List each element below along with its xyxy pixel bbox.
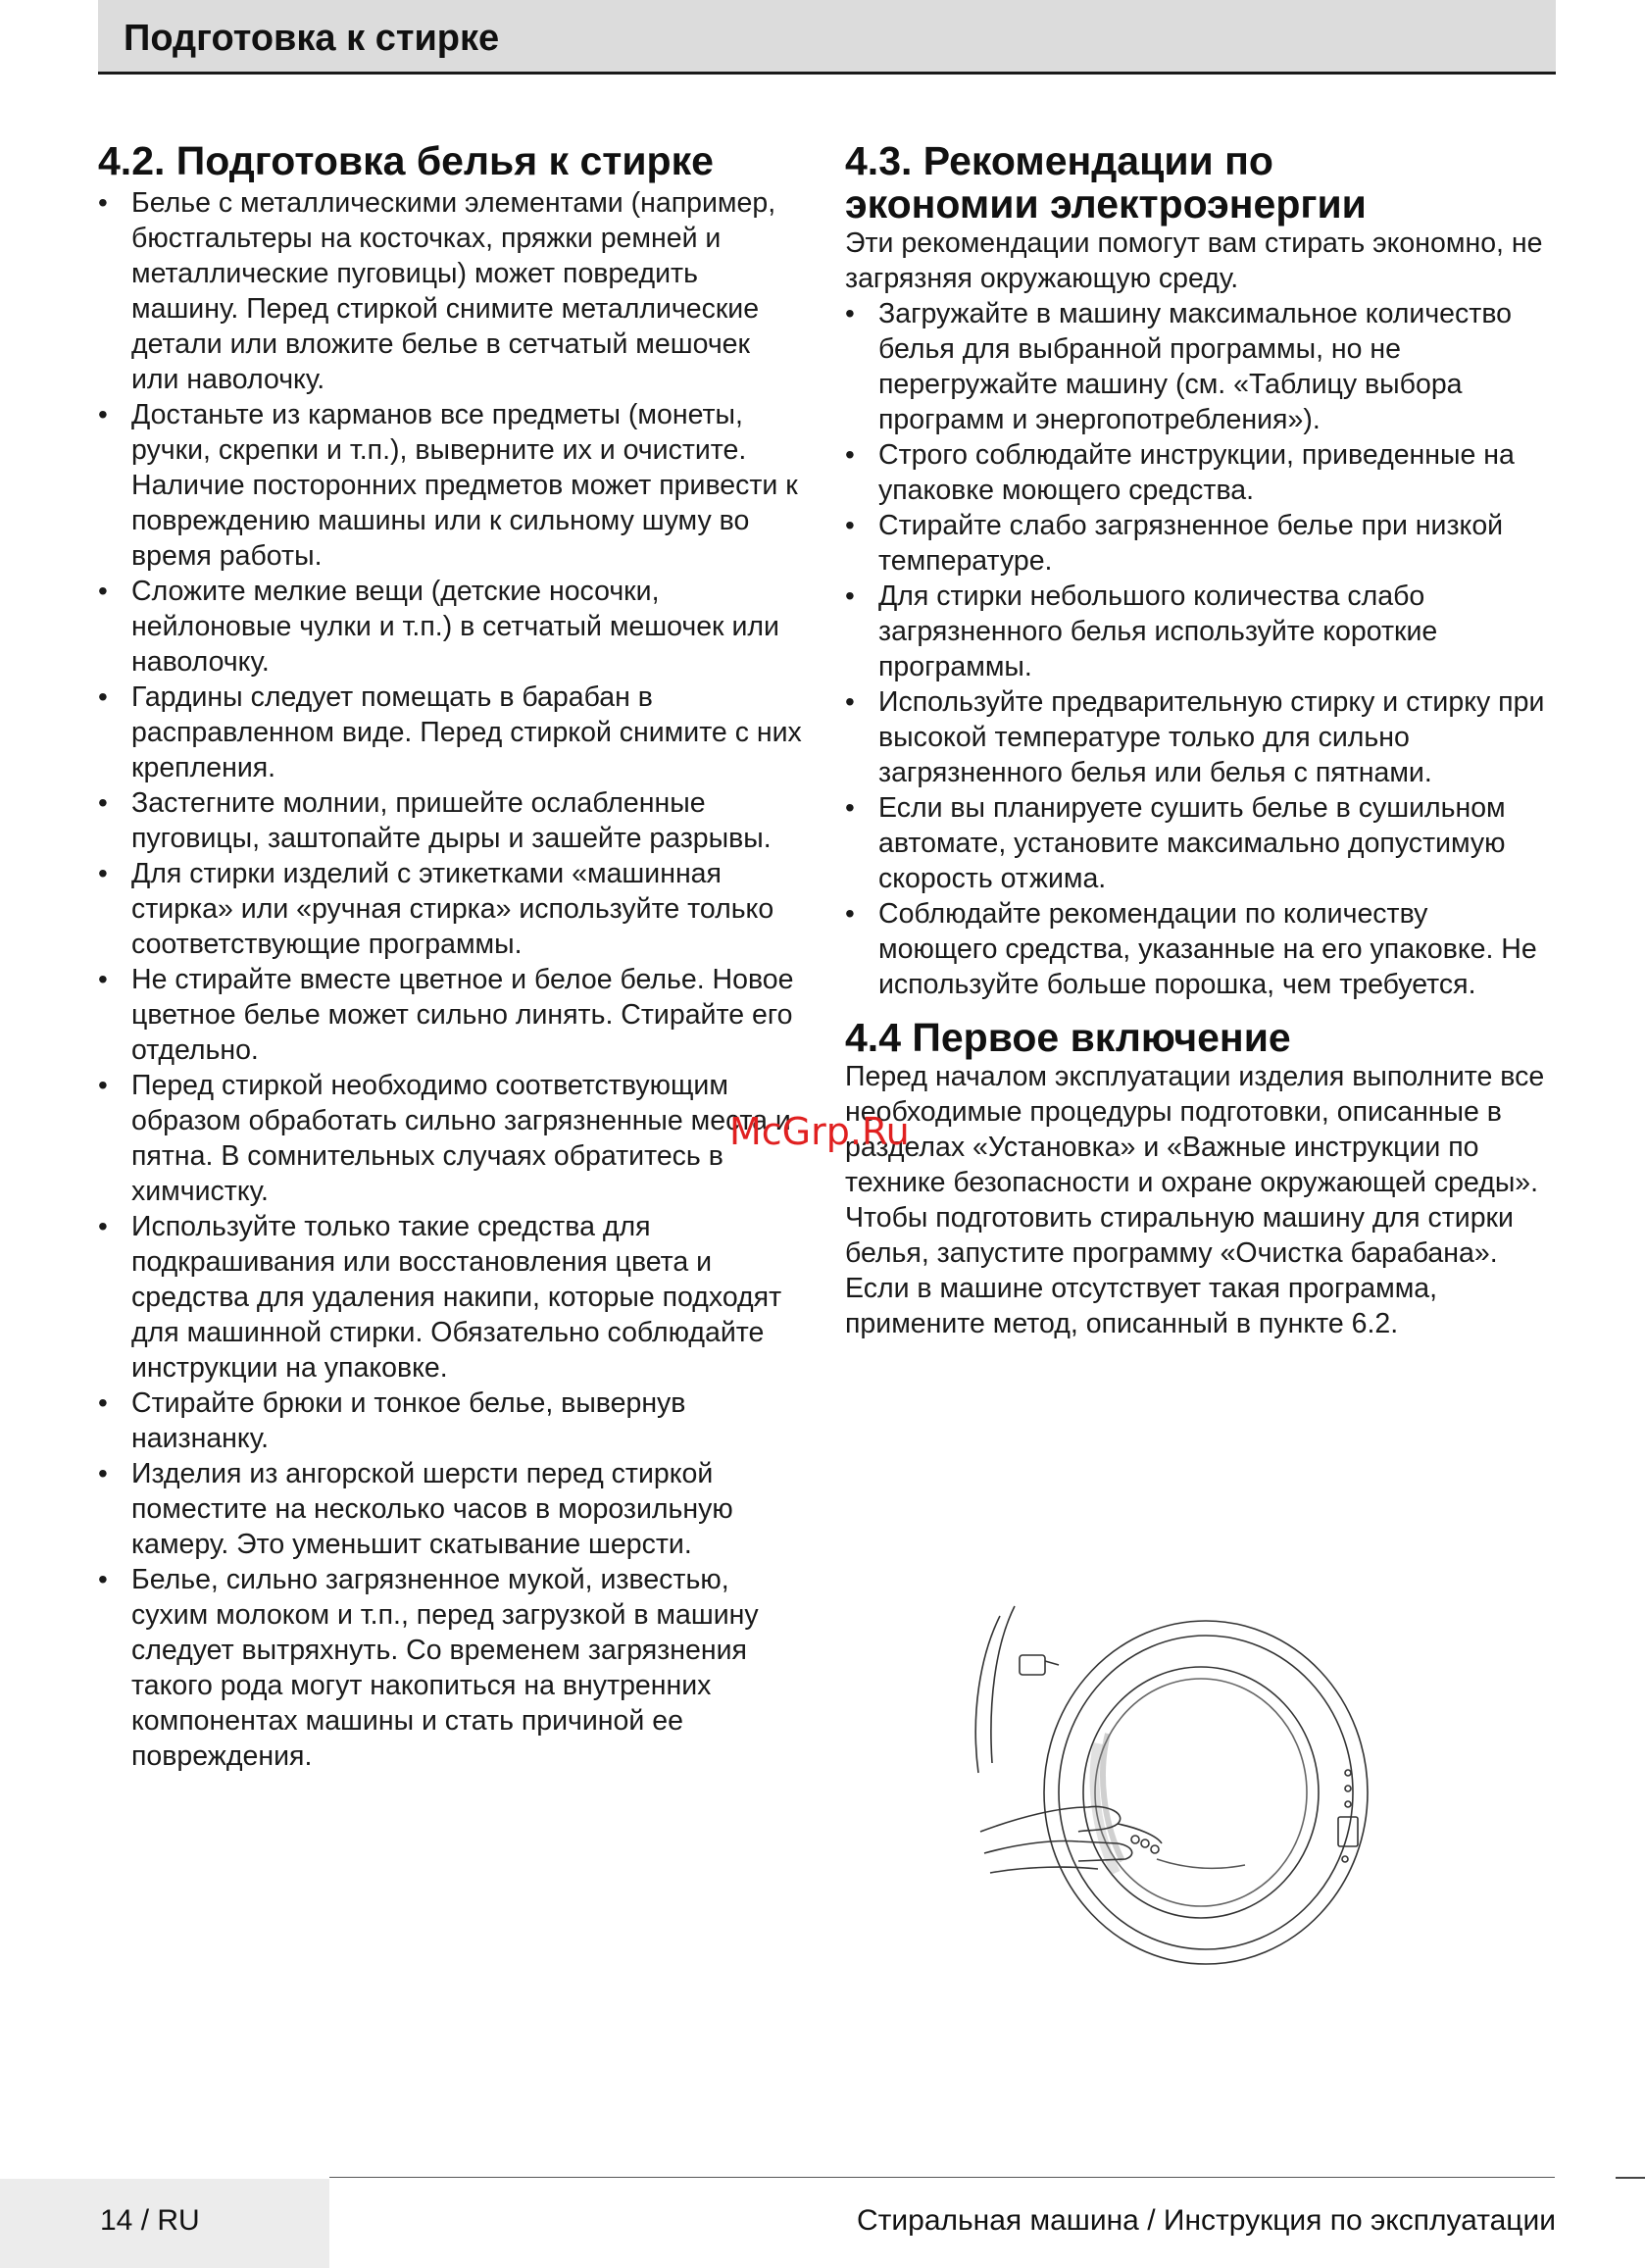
section-4-4-heading: 4.4 Первое включение <box>845 1015 1291 1060</box>
list-item: • Не стирайте вместе цветное и белое белье. Новое цветное белье может сильно линять. Стирайте его отдельно. <box>98 962 804 1068</box>
section-4-3-heading <box>845 139 1551 226</box>
washing-machine-drum-illustration <box>961 1596 1382 1989</box>
section-4-4-para2: Чтобы подготовить стиральную машину для стирки белья, запустите программу «Очистка барабана». Если в машине отсутствует такая программа, примените метод, описанный в пункте 6.2. <box>845 1202 1514 1339</box>
section-4-3-list <box>845 296 1551 1002</box>
section-4-2-list <box>98 185 804 1774</box>
list-item: • Используйте только такие средства для подкрашивания или восстановления цвета и средства для удаления накипи, которые подходят для машинной стирки. Обязательно соблюдайте инструкции на упаковке. <box>98 1209 804 1386</box>
section-4-3-intro: Эти рекомендации помогут вам стирать экономно, не загрязняя окружающую среду. <box>845 227 1543 294</box>
list-item: • Стирайте слабо загрязненное белье при низкой температуре. <box>845 508 1551 579</box>
list-item: • Застегните молнии, пришейте ослабленные пуговицы, заштопайте дыры и зашейте разрывы. <box>98 785 804 856</box>
watermark: McGrp.Ru <box>729 1110 910 1153</box>
footer-divider <box>329 2177 1555 2178</box>
footer-page-box <box>0 2179 329 2268</box>
list-item: • Перед стиркой необходимо соответствующим образом обработать сильно загрязненные места и пятна. В сомнительных случаях обратитесь в химчистку. <box>98 1068 804 1209</box>
section-4-3-heading-line2: экономии электроэнергии <box>845 181 1367 227</box>
section-4-4-para1: Перед началом эксплуатации изделия выполните все необходимые процедуры подготовки, описанные в разделах «Установка» и «Важные инструкции по технике безопасности и охране окружающей среды». <box>845 1061 1545 1198</box>
header-title: Подготовка к стирке <box>124 18 500 59</box>
list-item: • Для стирки изделий с этикетками «машинная стирка» или «ручная стирка» используйте только соответствующие программы. <box>98 856 804 962</box>
page-header <box>98 0 1556 75</box>
list-item: • Достаньте из карманов все предметы (монеты, ручки, скрепки и т.п.), выверните их и очистите. Наличие посторонних предметов может привести к повреждению машины или к сильному шуму во время работы. <box>98 397 804 574</box>
list-item: • Строго соблюдайте инструкции, приведенные на упаковке моющего средства. <box>845 437 1551 508</box>
right-column <box>845 139 1551 1341</box>
footer-document-title: Стиральная машина / Инструкция по эксплуатации <box>856 2204 1556 2237</box>
list-item: • Изделия из ангорской шерсти перед стиркой поместите на несколько часов в морозильную камеру. Это уменьшит скатывание шерсти. <box>98 1456 804 1562</box>
list-item: • Для стирки небольшого количества слабо загрязненного белья используйте короткие программы. <box>845 579 1551 684</box>
list-item: • Сложите мелкие вещи (детские носочки, нейлоновые чулки и т.п.) в сетчатый мешочек или наволочку. <box>98 574 804 680</box>
section-4-2-heading: 4.2. Подготовка белья к стирке <box>98 138 714 183</box>
list-item: • Используйте предварительную стирку и стирку при высокой температуре только для сильно загрязненного белья или белья с пятнами. <box>845 684 1551 790</box>
list-item: • Если вы планируете сушить белье в сушильном автомате, установите максимально допустимую скорость отжима. <box>845 790 1551 896</box>
left-column <box>98 139 804 1774</box>
list-item: • Соблюдайте рекомендации по количеству моющего средства, указанные на его упаковке. Не используйте больше порошка, чем требуется. <box>845 896 1551 1002</box>
list-item: • Загружайте в машину максимальное количество белья для выбранной программы, но не перегружайте машину (см. «Таблицу выбора программ и энергопотребления»). <box>845 296 1551 437</box>
footer-tick <box>1616 2177 1645 2179</box>
list-item: • Белье, сильно загрязненное мукой, известью, сухим молоком и т.п., перед загрузкой в машину следует вытряхнуть. Со временем загрязнения такого рода могут накопиться на внутренних компонентах машины и стать причиной ее повреждения. <box>98 1562 804 1774</box>
list-item: • Стирайте брюки и тонкое белье, вывернув наизнанку. <box>98 1386 804 1456</box>
list-item: • Гардины следует помещать в барабан в расправленном виде. Перед стиркой снимите с них крепления. <box>98 680 804 785</box>
section-4-3-heading-line1: 4.3. Рекомендации по <box>845 138 1273 183</box>
page-number: 14 / RU <box>100 2204 200 2237</box>
list-item: • Белье с металлическими элементами (например, бюстгальтеры на косточках, пряжки ремней и металлические пуговицы) может повредить машину. Перед стиркой снимите металлические детали или вложите белье в сетчатый мешочек или наволочку. <box>98 185 804 397</box>
